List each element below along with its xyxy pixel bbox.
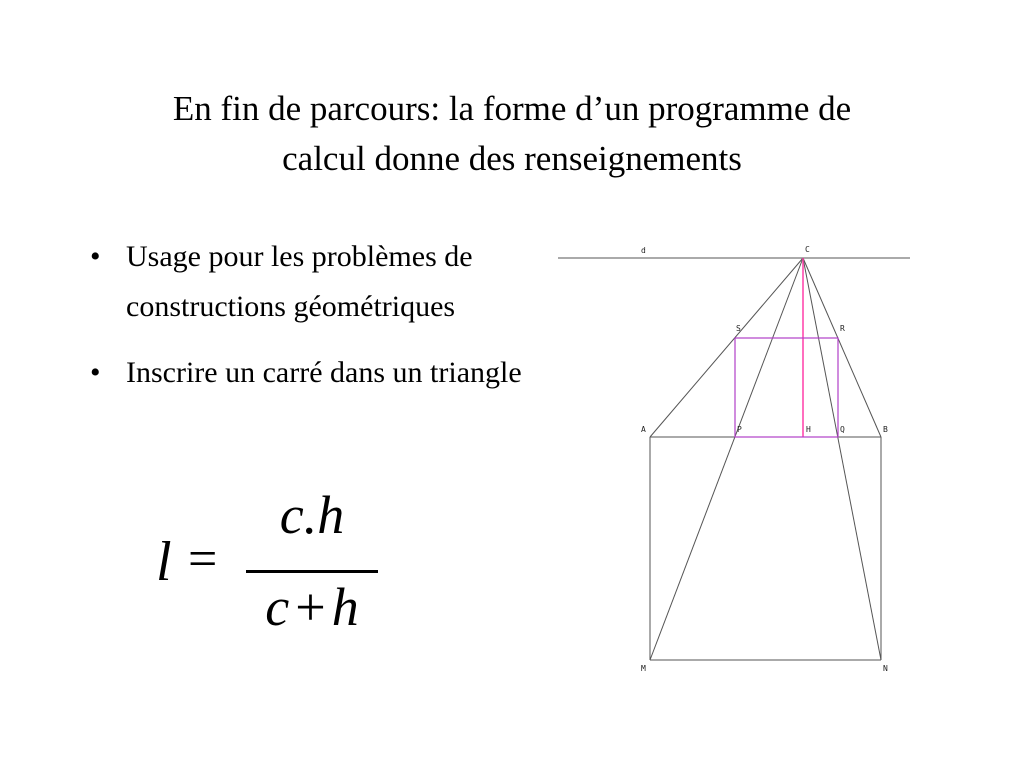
label-p: P bbox=[737, 425, 742, 434]
label-h: H bbox=[806, 425, 811, 434]
label-r: R bbox=[840, 324, 845, 333]
label-c: C bbox=[805, 245, 810, 254]
bullet-text: Inscrire un carré dans un triangle bbox=[126, 356, 522, 389]
bullet-text: Usage pour les problèmes de constructions géométriques bbox=[126, 240, 473, 323]
segment-cn bbox=[803, 258, 881, 660]
formula-lhs: l bbox=[156, 531, 172, 593]
label-q: Q bbox=[840, 425, 845, 434]
formula-equals: = bbox=[188, 531, 218, 588]
label-b: B bbox=[883, 425, 888, 434]
denominator-right: h bbox=[331, 577, 359, 637]
label-a: A bbox=[641, 425, 646, 434]
label-m: M bbox=[641, 664, 646, 673]
bullet-dot-icon: • bbox=[90, 356, 101, 389]
title-line-1: En fin de parcours: la forme d’un programme de bbox=[172, 89, 852, 128]
inscribed-square-pqrs bbox=[735, 338, 838, 437]
segment-cm bbox=[650, 258, 803, 660]
label-s: S bbox=[736, 324, 741, 333]
segment-ca bbox=[650, 258, 803, 437]
label-d: d bbox=[641, 246, 646, 255]
formula-numerator: c.h bbox=[279, 485, 345, 545]
denominator-operator: + bbox=[295, 577, 326, 637]
title-line-2: calcul donne des renseignements bbox=[282, 139, 742, 178]
bullet-dot-icon: • bbox=[90, 240, 101, 273]
denominator-left: c bbox=[265, 577, 290, 637]
label-n: N bbox=[883, 664, 888, 673]
segment-cb bbox=[803, 258, 881, 437]
